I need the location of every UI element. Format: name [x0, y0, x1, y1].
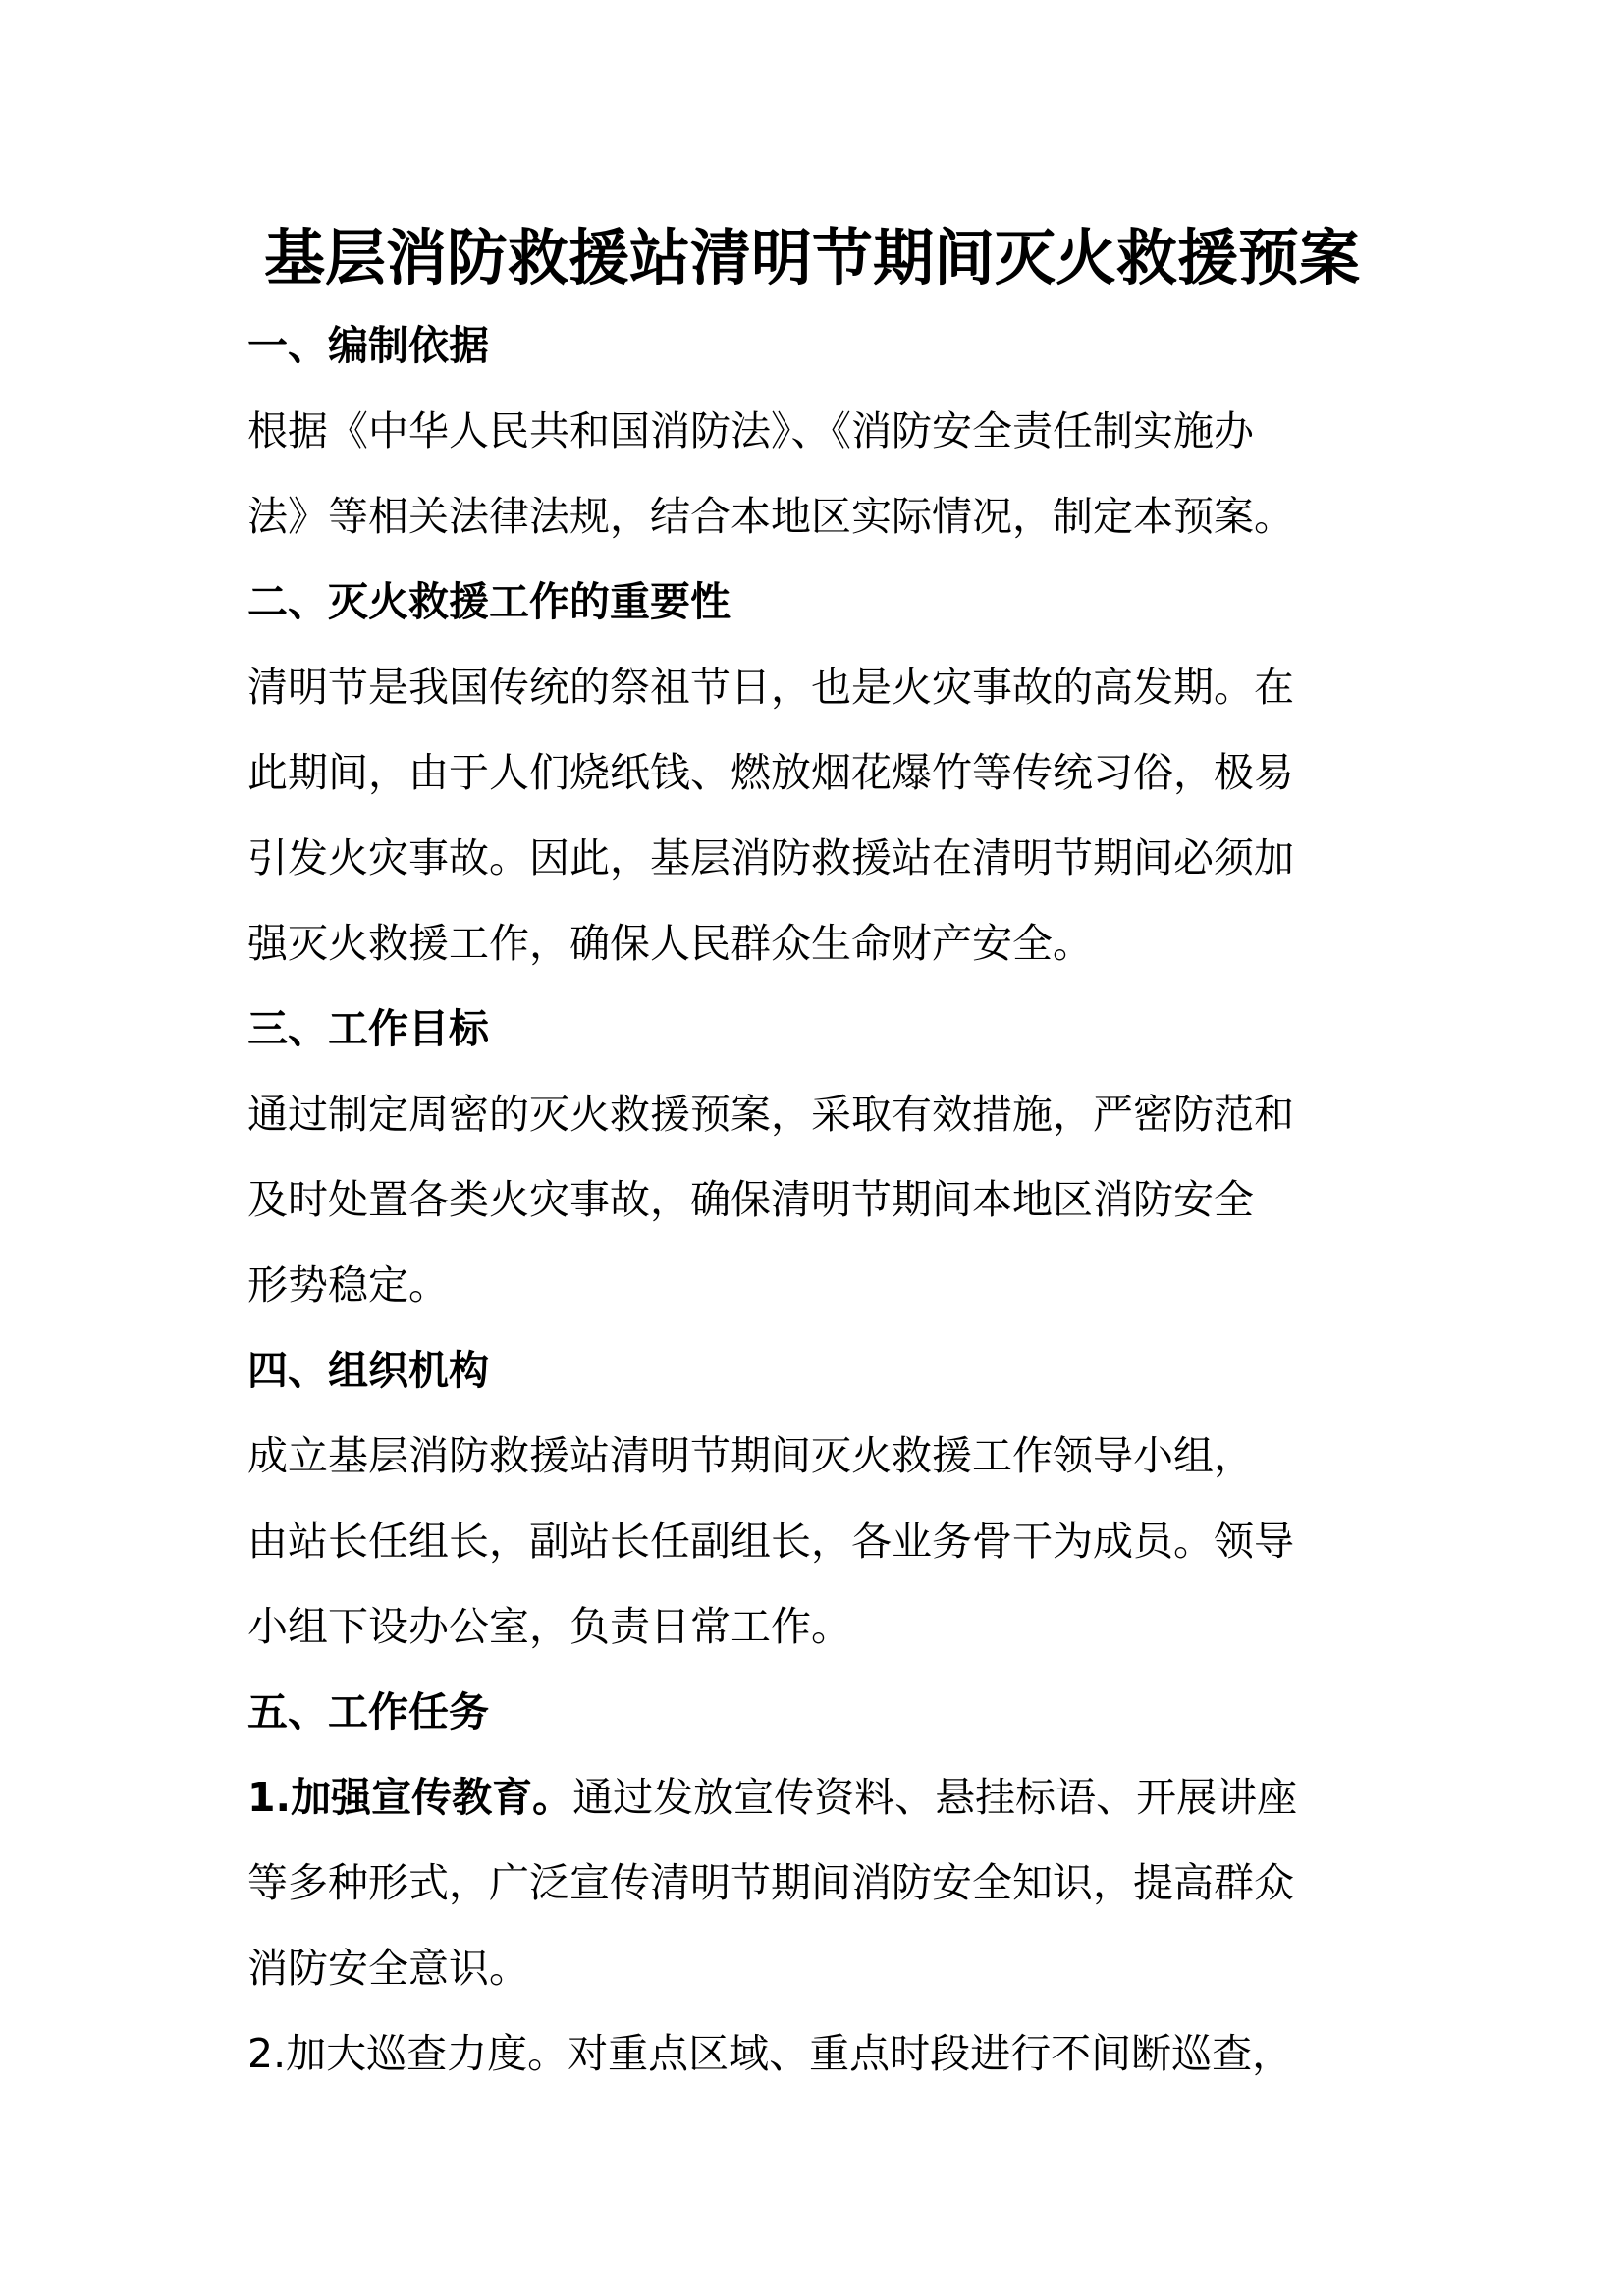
paragraph-line: 及时处置各类火灾事故，确保清明节期间本地区消防安全	[247, 1176, 1254, 1223]
section-paragraph-organization	[247, 1414, 1294, 1670]
section-heading-basis: 一、编制依据	[247, 322, 489, 369]
task-item-lead: 1.加强宣传教育。	[247, 1774, 573, 1821]
task-item-publicity	[247, 1755, 1297, 2011]
paragraph-line: 形势稳定。	[247, 1261, 449, 1308]
paragraph-line: 由站长任组长，副站长任副组长，各业务骨干为成员。领导	[247, 1518, 1294, 1565]
paragraph-line: 成立基层消防救援站清明节期间灭火救援工作领导小组，	[247, 1432, 1254, 1479]
paragraph-line: 法》等相关法律法规，结合本地区实际情况，制定本预案。	[247, 493, 1294, 540]
paragraph-line: 消防安全意识。	[247, 1945, 529, 1992]
section-paragraph-basis	[247, 389, 1294, 560]
paragraph-line: 此期间，由于人们烧纸钱、燃放烟花爆竹等传统习俗，极易	[247, 749, 1294, 796]
task-item-text: 通过发放宣传资料、悬挂标语、开展讲座	[572, 1774, 1298, 1821]
section-paragraph-goals	[247, 1072, 1294, 1328]
paragraph-line: 2.加大巡查力度。对重点区域、重点时段进行不间断巡查，	[247, 2030, 1293, 2077]
document-title: 基层消防救援站清明节期间灭火救援预案	[263, 222, 1360, 294]
paragraph-line: 引发火灾事故。因此，基层消防救援站在清明节期间必须加	[247, 834, 1294, 881]
paragraph-line: 清明节是我国传统的祭祖节日，也是火灾事故的高发期。在	[247, 664, 1294, 711]
paragraph-line: 小组下设办公室，负责日常工作。	[247, 1603, 851, 1650]
section-heading-tasks: 五、工作任务	[247, 1688, 489, 1735]
paragraph-line: 强灭火救援工作，确保人民群众生命财产安全。	[247, 920, 1093, 967]
paragraph-line: 通过制定周密的灭火救援预案，采取有效措施，严密防范和	[247, 1091, 1294, 1138]
section-heading-organization: 四、组织机构	[247, 1347, 489, 1394]
section-heading-goals: 三、工作目标	[247, 1005, 489, 1052]
section-heading-importance: 二、灭火救援工作的重要性	[247, 578, 731, 625]
section-paragraph-importance	[247, 645, 1294, 987]
paragraph-line	[247, 1755, 1297, 1841]
paragraph-line: 等多种形式，广泛宣传清明节期间消防安全知识，提高群众	[247, 1859, 1294, 1906]
paragraph-line: 根据《中华人民共和国消防法》、《消防安全责任制实施办	[247, 407, 1254, 454]
task-item-patrol	[247, 2011, 1292, 2097]
